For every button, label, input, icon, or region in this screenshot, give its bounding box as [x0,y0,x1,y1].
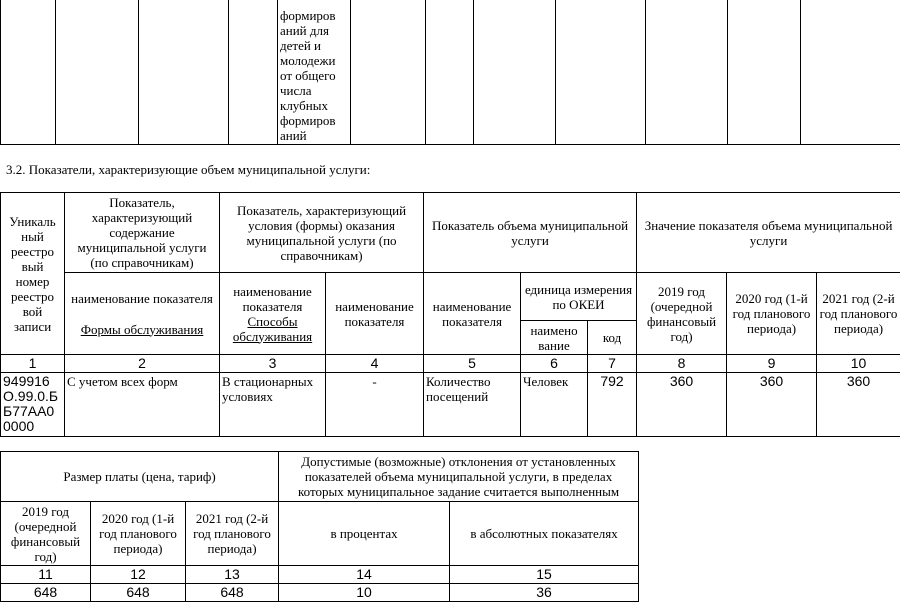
col-number: 15 [450,566,639,584]
header-name-content: наименование показателя Формы обслуживания [65,273,220,355]
value-2020-cell: 360 [727,373,817,437]
col-number: 6 [521,355,588,373]
header-year-2021: 2021 год (2-й год планового периода) [817,273,900,355]
table-row [1,584,639,602]
header-name-3: наименование показателя [326,273,424,355]
header-deviation: Допустимые (возможные) отклонения от установленных показателей объема муниципальной услуги, в пределах которых муниципальное задание считается выполненным [279,452,639,502]
fee-header-2021: 2021 год (2-й год планового периода) [186,502,279,566]
top-continuation-table [0,0,900,145]
fee-2021-cell: 648 [186,584,279,602]
fee-table [0,451,639,602]
header-year-2020: 2020 год (1-й год планового периода) [727,273,817,355]
col-number: 8 [637,355,727,373]
header-conditions-indicator: Показатель, характеризующий условия (формы) оказания муниципальной услуги (по справочникам) [220,193,424,273]
header-content-indicator: Показатель, характеризующий содержание муниципальной услуги (по справочникам) [65,193,220,273]
forms-of-service-label: Формы обслуживания [67,322,217,337]
col-number: 9 [727,355,817,373]
top-cell [556,0,646,145]
col-number: 11 [1,566,91,584]
header-name-conditions: наименование показателя Способы обслуживания [220,273,326,355]
top-cell [728,0,801,145]
table-row [1,373,900,437]
col-number: 12 [91,566,186,584]
col-number: 5 [424,355,521,373]
top-cell [474,0,556,145]
fee-header-2020: 2020 год (1-й год планового периода) [91,502,186,566]
col-number: 10 [817,355,900,373]
code-cell: 792 [588,373,637,437]
top-cell [1,0,56,145]
col-number: 2 [65,355,220,373]
volume-table [0,192,900,437]
form-cell: С учетом всех форм [65,373,220,437]
col-number: 1 [1,355,65,373]
header-volume-value: Значение показателя объема муниципальной услуги [637,193,900,273]
col-number: 13 [186,566,279,584]
col-number: 7 [588,355,637,373]
methods-of-service-label: Способы обслуживания [222,314,323,344]
fee-header-2019: 2019 год (очередной финансовый год) [1,502,91,566]
top-cell [426,0,474,145]
indicator-cell: Количество посещений [424,373,521,437]
col-number: 3 [220,355,326,373]
header-okei-name: наимено вание [521,321,588,355]
top-cell [229,0,278,145]
top-cell [351,0,426,145]
header-absolute: в абсолютных показателях [450,502,639,566]
empty-name-cell: - [326,373,424,437]
value-2019-cell: 360 [637,373,727,437]
unit-cell: Человек [521,373,588,437]
header-name-4: наименование показателя [424,273,521,355]
top-cell [56,0,139,145]
header-fee: Размер платы (цена, тариф) [1,452,279,502]
section-heading: 3.2. Показатели, характеризующие объем муниципальной услуги: [6,162,370,178]
deviation-percent-cell: 10 [279,584,450,602]
top-cell [646,0,728,145]
header-unique-number: Уникаль ный реестро вый номер реестро вой записи [1,193,65,355]
method-cell: В стационарных условиях [220,373,326,437]
value-2021-cell: 360 [817,373,900,437]
col-number: 14 [279,566,450,584]
top-cell-text: формиров аний для детей и молодежи от общего числа клубных формиров аний [278,0,351,145]
fee-column-numbers-row [1,566,639,584]
col-number: 4 [326,355,424,373]
header-okei: единица измерения по ОКЕИ [521,273,637,321]
fee-2020-cell: 648 [91,584,186,602]
column-numbers-row [1,355,900,373]
header-okei-code: код [588,321,637,355]
unique-number-cell: 949916 О.99.0.Б Б77АА0 0000 [1,373,65,437]
header-year-2019: 2019 год (очередной финансовый год) [637,273,727,355]
header-volume-indicator: Показатель объема муниципальной услуги [424,193,637,273]
top-cell [139,0,229,145]
fee-2019-cell: 648 [1,584,91,602]
deviation-absolute-cell: 36 [450,584,639,602]
header-percent: в процентах [279,502,450,566]
top-cell [801,0,900,145]
